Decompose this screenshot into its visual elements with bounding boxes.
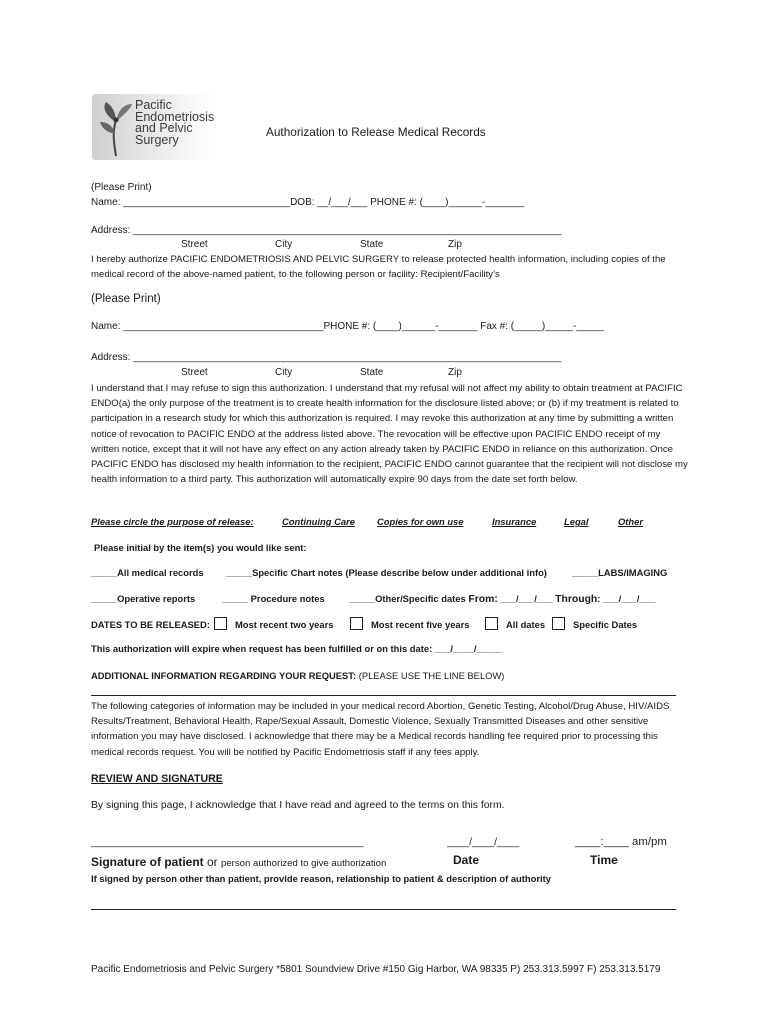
through-date-field[interactable]: : ___/___/___ bbox=[597, 593, 656, 604]
from-label: From: bbox=[468, 594, 498, 605]
other-person-instructions: If signed by person other than patient, provide reason, relationship to patient & description of authority bbox=[91, 873, 551, 884]
additional-info-note: (PLEASE USE THE LINE BELOW) bbox=[356, 670, 505, 681]
recipient-name-phone-fax-field[interactable]: Name: ____________________________________PHONE #: (____)______-_______ Fax #: (_____)_____-_____ bbox=[91, 321, 605, 332]
street-label: Street bbox=[181, 239, 208, 250]
signature-or-label: or bbox=[203, 855, 222, 869]
additional-info-line[interactable] bbox=[91, 695, 676, 696]
other-dates-label: _____Other/Specific dates bbox=[349, 593, 466, 604]
dates-option-all[interactable] bbox=[485, 617, 545, 630]
purpose-option-copies[interactable]: Copies for own use bbox=[377, 516, 464, 527]
dates-option-label: Most recent two years bbox=[235, 619, 334, 630]
dates-option-two-years[interactable] bbox=[214, 617, 333, 630]
dates-option-label: Most recent five years bbox=[371, 619, 470, 630]
recipient-street-label: Street bbox=[181, 367, 208, 378]
time-label: Time bbox=[590, 853, 618, 867]
dates-released-label: DATES TO BE RELEASED: bbox=[91, 619, 210, 630]
signature-authorized-label: person authorized to give authorization bbox=[221, 858, 387, 869]
through-label: Through bbox=[555, 594, 598, 605]
city-label: City bbox=[275, 239, 293, 250]
please-print-label: (Please Print) bbox=[91, 182, 152, 193]
all-medical-records-item[interactable]: _____All medical records bbox=[91, 567, 204, 578]
purpose-option-insurance[interactable]: Insurance bbox=[492, 516, 537, 527]
zip-label: Zip bbox=[448, 239, 462, 250]
time-field[interactable]: ____:____ am/pm bbox=[575, 836, 667, 848]
other-person-reason-line[interactable] bbox=[91, 909, 676, 910]
additional-info-title: ADDITIONAL INFORMATION REGARDING YOUR REQUEST: bbox=[91, 670, 357, 681]
recipient-address-field[interactable]: Address: _____________________________________________________________________________ bbox=[91, 352, 562, 363]
categories-paragraph: The following categories of information may be included in your medical record Abortion, Genetic Testing, Alcohol/Drug Abuse, HIV/AIDS Results/Treatment, Behavioral Health, Rape/Sexual Assault, Domestic Violence, Sexually Transmitted Diseases and other sensitive information you may have disclosed. I acknowledge that there may be a Medical records handling fee required prior to processing this medical records request. You will be notified by Pacific Endometriosis staff if any fees apply. bbox=[91, 701, 670, 758]
checkbox[interactable] bbox=[485, 617, 498, 630]
signature-line[interactable]: _________________________________________________ bbox=[91, 837, 364, 848]
understand-paragraph: I understand that I may refuse to sign this authorization. I understand that my refusal will not affect my ability to obtain treatment at PACIFIC ENDO(a) the only purpose of the treatment is to create health information for the disclosure listed above; or (b) if my treatment is related to participation in a research study for which this authorization is required. I may revoke this authorization at any time by submitting a written notice of revocation to PACIFIC ENDO at the address listed above. The revocation will be effective upon PACIFIC ENDO receipt of my written notice, except that it will not have any effect on any action already taken by PACIFIC ENDO in reliance on this authorization. Once PACIFIC ENDO has disclosed my health information to the recipient, PACIFIC ENDO cannot guarantee that the recipient will not disclose my health information to a third party. This authorization will automatically expire 90 days from the date set forth below. bbox=[91, 383, 688, 486]
purpose-label: Please circle the purpose of release: bbox=[91, 516, 254, 527]
checkbox[interactable] bbox=[350, 617, 363, 630]
dates-option-specific[interactable] bbox=[552, 617, 637, 630]
dates-option-label: All dates bbox=[506, 619, 546, 630]
flower-logo-icon bbox=[96, 98, 136, 158]
page-title: Authorization to Release Medical Records bbox=[266, 125, 486, 139]
specific-chart-notes-item[interactable]: _____Specific Chart notes (Please describe below under additional info) bbox=[226, 567, 547, 578]
recipient-state-label: State bbox=[360, 367, 384, 378]
checkbox[interactable] bbox=[214, 617, 227, 630]
purpose-option-other[interactable]: Other bbox=[618, 516, 644, 527]
patient-address-field[interactable]: Address: _____________________________________________________________________________ bbox=[91, 225, 562, 236]
operative-reports-item[interactable]: _____Operative reports bbox=[91, 593, 196, 604]
expiration-date-field[interactable]: This authorization will expire when request has been fulfilled or on this date: ___/____/_____ bbox=[91, 643, 503, 654]
additional-info-heading bbox=[91, 670, 504, 681]
logo-text: Pacific Endometriosis and Pelvic Surgery bbox=[135, 98, 215, 147]
footer-contact: Pacific Endometriosis and Pelvic Surgery *5801 Soundview Drive #150 Gig Harbor, WA 98335 P) 253.313.5997 F) 253.313.5179 bbox=[91, 964, 661, 975]
signature-label bbox=[91, 853, 386, 871]
recipient-zip-label: Zip bbox=[448, 367, 462, 378]
purpose-option-legal[interactable]: Legal bbox=[564, 516, 589, 527]
review-heading: REVIEW AND SIGNATURE bbox=[91, 773, 223, 785]
acknowledgement-text: By signing this page, I acknowledge that I have read and agreed to the terms on this form. bbox=[91, 800, 505, 811]
patient-name-dob-phone-field[interactable]: Name: ______________________________DOB: __/___/___ PHONE #: (____)______-_______ bbox=[91, 197, 525, 208]
authorize-paragraph: I hereby authorize PACIFIC ENDOMETRIOSIS AND PELVIC SURGERY to release protected health information, including copies of the medical record of the above-named patient, to the following person or facility: Recipient/Facility’s bbox=[91, 254, 666, 281]
checkbox[interactable] bbox=[552, 617, 565, 630]
initial-heading: Please initial by the item(s) you would like sent: bbox=[94, 542, 307, 553]
dates-option-five-years[interactable] bbox=[350, 617, 469, 630]
labs-imaging-item[interactable]: _____LABS/IMAGING bbox=[572, 567, 668, 578]
recipient-please-print-label: (Please Print) bbox=[91, 293, 161, 305]
date-label: Date bbox=[453, 853, 480, 867]
recipient-city-label: City bbox=[275, 367, 293, 378]
from-date-field[interactable]: ___/___/___ bbox=[497, 593, 556, 604]
state-label: State bbox=[360, 239, 384, 250]
dates-option-label: Specific Dates bbox=[573, 619, 638, 630]
procedure-notes-item[interactable]: _____ Procedure notes bbox=[222, 593, 325, 604]
date-field[interactable]: ____/____/____ bbox=[447, 837, 520, 848]
signature-patient-label: Signature of patient bbox=[91, 855, 204, 869]
purpose-option-continuing-care[interactable]: Continuing Care bbox=[282, 516, 355, 527]
other-specific-dates-item[interactable] bbox=[349, 593, 655, 605]
